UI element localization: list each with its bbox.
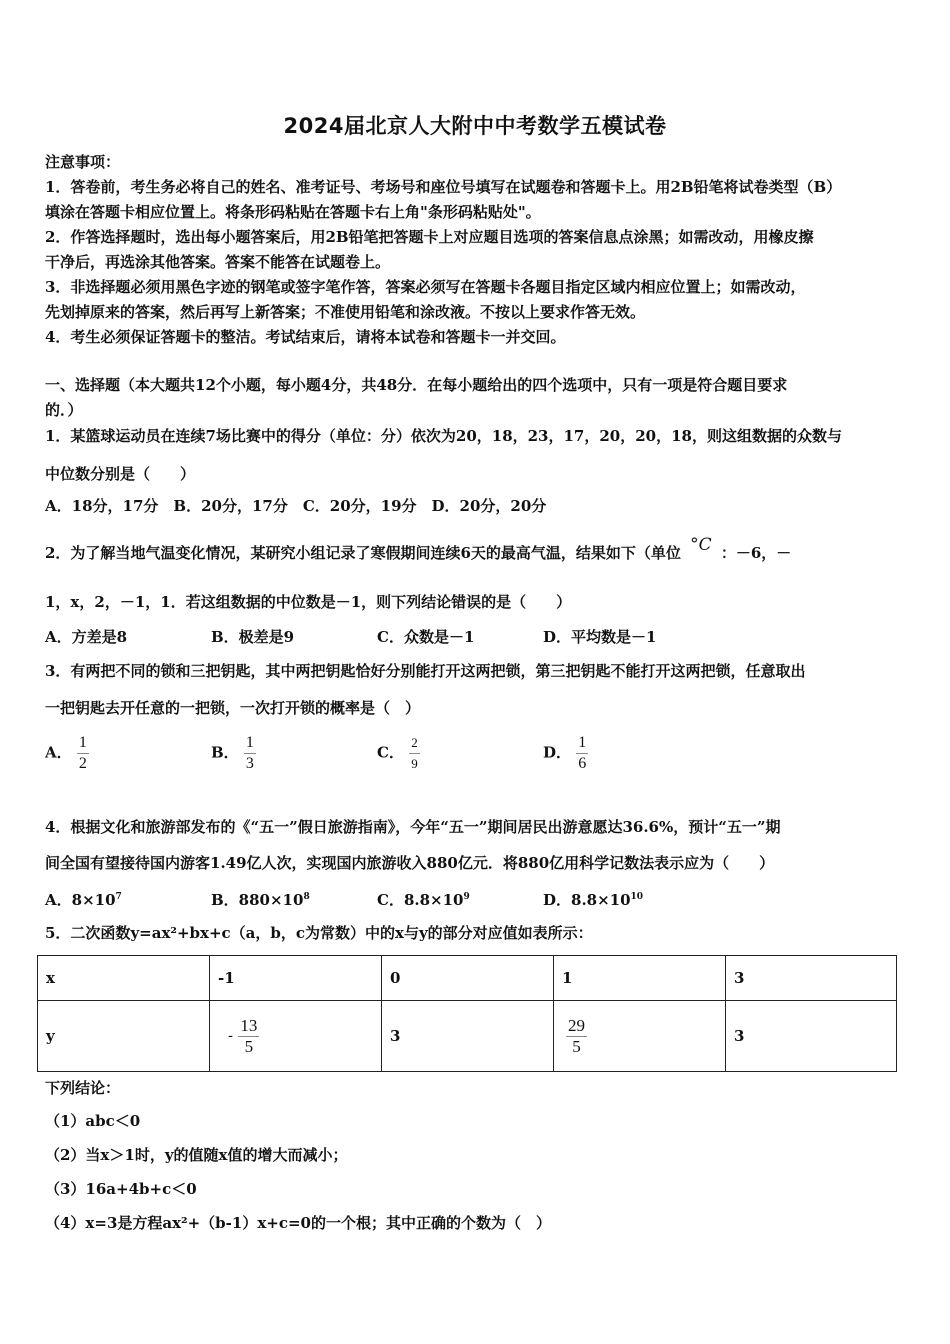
fraction-denominator: 5: [244, 1036, 254, 1056]
table-cell: -1: [210, 956, 382, 1001]
exponent: 7: [115, 892, 122, 902]
q5-conclusion: （2）当x＞1时，y的值随x值的增大而减小；: [45, 1146, 348, 1164]
q5-conclusion: （1）abc＜0: [45, 1112, 141, 1130]
notice-line: 先划掉原来的答案，然后再写上新答案；不准使用铅笔和涂改液。不按以上要求作答无效。: [45, 303, 646, 321]
fraction: [566, 1016, 587, 1057]
fraction: [77, 733, 89, 774]
table-cell: 3: [726, 956, 897, 1001]
q1-stem-cont: 中位数分别是（ ）: [45, 465, 196, 483]
q3-option-label: C．: [377, 743, 404, 762]
fraction-numerator: 1: [77, 733, 89, 754]
table-cell: 1: [554, 956, 726, 1001]
q1-stem: 1．某篮球运动员在连续7场比赛中的得分（单位：分）依次为20，18，23，17，20，20，18，则这组数据的众数与: [45, 427, 842, 445]
q5-conclusion: （3）16a+4b+c＜0: [45, 1180, 197, 1198]
q5-conclusion: （4）x=3是方程ax²+（b-1）x+c=0的一个根；其中正确的个数为（ ）: [45, 1214, 551, 1232]
q3-option-b: [211, 733, 256, 774]
notice-line: 1．答卷前，考生务必将自己的姓名、准考证号、考场号和座位号填写在试题卷和答题卡上。用2B铅笔将试卷类型（B）: [45, 178, 842, 196]
q4-option-label: B．880×10: [211, 891, 304, 909]
fraction: [409, 733, 420, 774]
fraction: [244, 733, 256, 774]
q3-option-label: D．: [543, 743, 572, 762]
q3-stem-cont: 一把钥匙去开任意的一把锁，一次打开锁的概率是（ ）: [45, 699, 421, 717]
exponent: 9: [463, 892, 470, 902]
q1-options: A．18分，17分 B．20分，17分 C．20分，19分 D．20分，20分: [45, 497, 547, 515]
q5-conclusions-heading: 下列结论：: [45, 1079, 121, 1097]
q4-option-a: [45, 887, 122, 910]
q3-option-d: [543, 733, 588, 774]
q2-stem-text: 2．为了解当地气温变化情况，某研究小组记录了寒假期间连续6天的最高气温，结果如下（单位: [45, 544, 681, 562]
fraction-numerator: 1: [576, 733, 588, 754]
q2-stem-cont: 1，x，2，－1，1．若这组数据的中位数是－1，则下列结论错误的是（ ）: [45, 593, 572, 611]
q2-option-b: B．极差是9: [211, 628, 295, 646]
q2-option-d: D．平均数是－1: [543, 628, 657, 646]
fraction-denominator: 9: [411, 756, 418, 771]
notice-line: 3．非选择题必须用黑色字迹的钢笔或签字笔作答，答案必须写在答题卡各题目指定区域内相应位置上；如需改动，: [45, 278, 806, 296]
q3-option-a: [45, 733, 89, 774]
value-table: [37, 955, 897, 1072]
page-title: 2024届北京人大附中中考数学五模试卷: [283, 114, 667, 138]
fraction-denominator: 6: [578, 755, 587, 772]
table-cell-header: x: [38, 956, 210, 1001]
q2-option-a: A．方差是8: [45, 628, 128, 646]
q4-option-label: A．8×10: [45, 891, 116, 909]
table-cell: 3: [726, 1001, 897, 1072]
notice-line: 干净后，再选涂其他答案。答案不能答在试题卷上。: [45, 253, 391, 271]
q3-option-label: B．: [211, 743, 239, 762]
notice-heading: 注意事项：: [45, 153, 121, 171]
section-heading: 一、选择题（本大题共12个小题，每小题4分，共48分．在每小题给出的四个选项中，只有一项是符合题目要求: [45, 376, 788, 394]
fraction-denominator: 3: [245, 755, 254, 772]
fraction-numerator: 29: [568, 1015, 585, 1035]
minus-sign: -: [228, 1026, 234, 1044]
table-cell: 3: [382, 1001, 554, 1072]
q2-option-c: C．众数是－1: [377, 628, 475, 646]
q4-option-label: D．8.8×10: [543, 891, 631, 909]
table-row-x: [38, 956, 897, 1001]
exponent: 8: [303, 892, 310, 902]
fraction-denominator: 2: [78, 755, 87, 772]
table-cell-fraction: [210, 1001, 382, 1072]
q2-unit: °C: [690, 535, 712, 555]
q4-stem: 4．根据文化和旅游部发布的《“五一”假日旅游指南》，今年“五一”期间居民出游意愿达36.6%，预计“五一”期: [45, 818, 781, 836]
q4-option-label: C．8.8×10: [377, 891, 464, 909]
q2-stem: [45, 535, 792, 563]
table-cell: 0: [382, 956, 554, 1001]
exponent: 10: [630, 892, 644, 902]
q3-option-c: [377, 733, 420, 774]
section-heading-cont: 的．）: [45, 401, 83, 419]
fraction-denominator: 5: [572, 1036, 581, 1056]
fraction-numerator: 1: [244, 733, 256, 754]
table-row-y: [38, 1001, 897, 1072]
table-cell-header: y: [38, 1001, 210, 1072]
fraction-numerator: 2: [409, 733, 420, 754]
notice-line: 2．作答选择题时，选出每小题答案后，用2B铅笔把答题卡上对应题目选项的答案信息点涂黑；如需改动，用橡皮擦: [45, 228, 814, 246]
fraction-numerator: 13: [240, 1015, 258, 1035]
fraction: [576, 733, 588, 774]
q5-stem: 5．二次函数y=ax²+bx+c（a，b，c为常数）中的x与y的部分对应值如表所示：: [45, 924, 593, 942]
q2-stem-text-b: ：－6，－: [720, 544, 792, 562]
table-cell-fraction: [554, 1001, 726, 1072]
notice-line: 4．考生必须保证答题卡的整洁。考试结束后，请将本试卷和答题卡一并交回。: [45, 328, 566, 346]
notice-line: 填涂在答题卡相应位置上。将条形码粘贴在答题卡右上角"条形码粘贴处"。: [45, 203, 541, 221]
q4-option-d: [543, 887, 643, 910]
q4-stem-cont: 间全国有望接待国内游客1.49亿人次，实现国内旅游收入880亿元．将880亿用科学记数法表示应为（ ）: [45, 854, 775, 872]
q3-option-label: A．: [45, 743, 72, 762]
q3-stem: 3．有两把不同的锁和三把钥匙，其中两把钥匙恰好分别能打开这两把锁，第三把钥匙不能打开这两把锁，任意取出: [45, 662, 806, 680]
fraction: [238, 1016, 259, 1057]
q4-option-b: [211, 887, 310, 910]
q4-option-c: [377, 887, 470, 910]
